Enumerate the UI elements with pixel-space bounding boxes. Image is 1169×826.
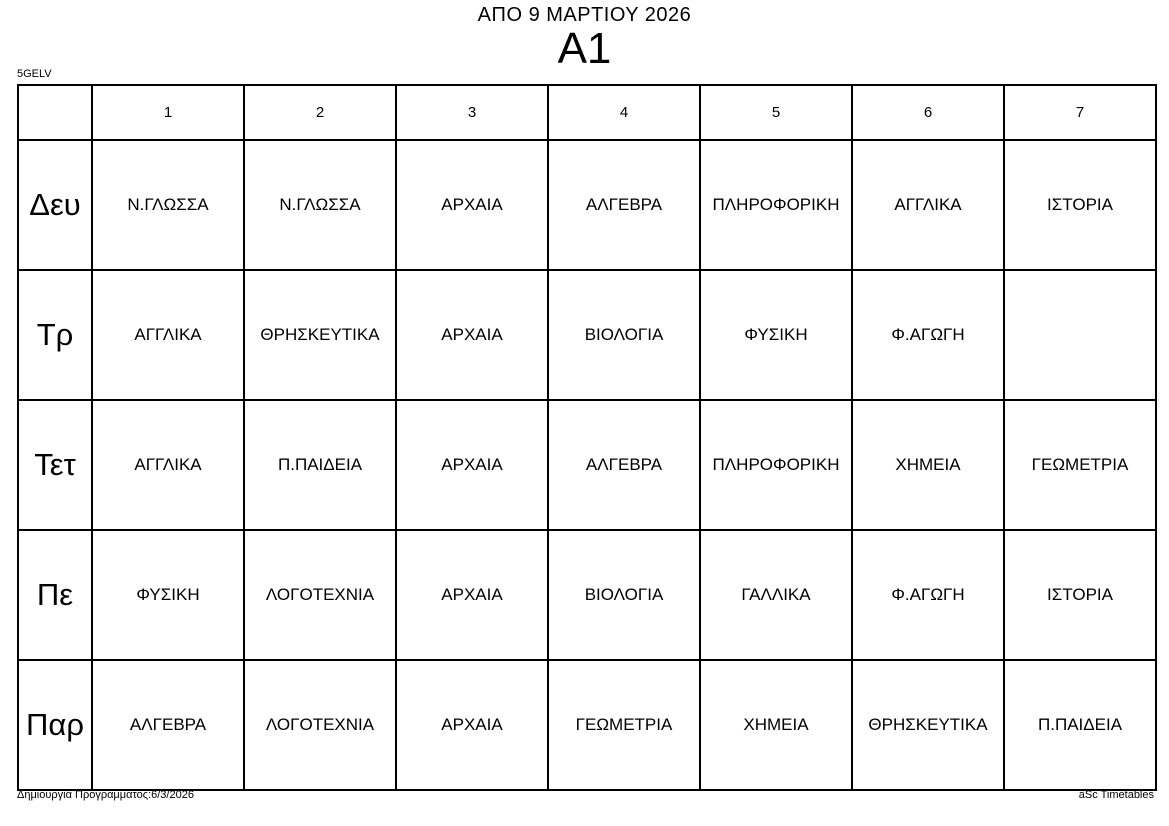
- lesson-cell: ΓΕΩΜΕΤΡΙΑ: [548, 660, 700, 790]
- valid-from-date: ΑΠΟ 9 ΜΑΡΤΙΟΥ 2026: [477, 4, 692, 26]
- day-row-Τρ: [18, 270, 1156, 400]
- lesson-cell: ΠΛΗΡΟΦΟΡΙΚΗ: [700, 400, 852, 530]
- lesson-cell: ΛΟΓΟΤΕΧΝΙΑ: [244, 530, 396, 660]
- period-header-2: 2: [244, 85, 396, 140]
- lesson-cell: ΑΡΧΑΙΑ: [396, 270, 548, 400]
- lesson-cell: ΘΡΗΣΚΕΥΤΙΚΑ: [244, 270, 396, 400]
- lesson-cell: ΘΡΗΣΚΕΥΤΙΚΑ: [852, 660, 1004, 790]
- day-row-Πε: [18, 530, 1156, 660]
- lesson-cell: ΑΓΓΛΙΚΑ: [92, 400, 244, 530]
- timetable-grid: [17, 84, 1157, 791]
- period-header-3: 3: [396, 85, 548, 140]
- lesson-cell: ΑΡΧΑΙΑ: [396, 140, 548, 270]
- lesson-cell: ΑΡΧΑΙΑ: [396, 400, 548, 530]
- period-header-4: 4: [548, 85, 700, 140]
- lesson-cell: ΑΓΓΛΙΚΑ: [92, 270, 244, 400]
- lesson-cell: ΒΙΟΛΟΓΙΑ: [548, 270, 700, 400]
- creation-date-label: Δημιουργία Προγράμματος:6/3/2026: [17, 789, 194, 801]
- lesson-cell: ΑΛΓΕΒΡΑ: [548, 140, 700, 270]
- lesson-cell: ΦΥΣΙΚΗ: [92, 530, 244, 660]
- period-header-1: 1: [92, 85, 244, 140]
- lesson-cell: ΓΑΛΛΙΚΑ: [700, 530, 852, 660]
- lesson-cell: ΙΣΤΟΡΙΑ: [1004, 530, 1156, 660]
- class-title: A1: [557, 24, 612, 73]
- day-label-Δευ: Δευ: [18, 140, 92, 270]
- lesson-cell: Φ.ΑΓΩΓΗ: [852, 530, 1004, 660]
- lesson-cell: ΑΡΧΑΙΑ: [396, 530, 548, 660]
- empty-lesson-cell: [1004, 270, 1156, 400]
- lesson-cell: ΧΗΜΕΙΑ: [700, 660, 852, 790]
- school-code-label: 5GELV: [17, 68, 52, 80]
- lesson-cell: ΑΓΓΛΙΚΑ: [852, 140, 1004, 270]
- lesson-cell: ΠΛΗΡΟΦΟΡΙΚΗ: [700, 140, 852, 270]
- day-row-Τετ: [18, 400, 1156, 530]
- lesson-cell: ΦΥΣΙΚΗ: [700, 270, 852, 400]
- lesson-cell: ΑΡΧΑΙΑ: [396, 660, 548, 790]
- lesson-cell: ΙΣΤΟΡΙΑ: [1004, 140, 1156, 270]
- period-header-row: [18, 85, 1156, 140]
- day-label-Παρ: Παρ: [18, 660, 92, 790]
- asc-timetables-credit: aSc Timetables: [1078, 789, 1154, 801]
- lesson-cell: ΓΕΩΜΕΤΡΙΑ: [1004, 400, 1156, 530]
- lesson-cell: ΑΛΓΕΒΡΑ: [92, 660, 244, 790]
- lesson-cell: ΧΗΜΕΙΑ: [852, 400, 1004, 530]
- lesson-cell: Ν.ΓΛΩΣΣΑ: [244, 140, 396, 270]
- lesson-cell: ΛΟΓΟΤΕΧΝΙΑ: [244, 660, 396, 790]
- lesson-cell: Φ.ΑΓΩΓΗ: [852, 270, 1004, 400]
- period-header-5: 5: [700, 85, 852, 140]
- period-header-6: 6: [852, 85, 1004, 140]
- corner-cell: [18, 85, 92, 140]
- day-label-Τρ: Τρ: [18, 270, 92, 400]
- lesson-cell: ΒΙΟΛΟΓΙΑ: [548, 530, 700, 660]
- lesson-cell: ΑΛΓΕΒΡΑ: [548, 400, 700, 530]
- day-row-Δευ: [18, 140, 1156, 270]
- lesson-cell: Π.ΠΑΙΔΕΙΑ: [244, 400, 396, 530]
- day-row-Παρ: [18, 660, 1156, 790]
- lesson-cell: Ν.ΓΛΩΣΣΑ: [92, 140, 244, 270]
- day-label-Πε: Πε: [18, 530, 92, 660]
- lesson-cell: Π.ΠΑΙΔΕΙΑ: [1004, 660, 1156, 790]
- period-header-7: 7: [1004, 85, 1156, 140]
- day-label-Τετ: Τετ: [18, 400, 92, 530]
